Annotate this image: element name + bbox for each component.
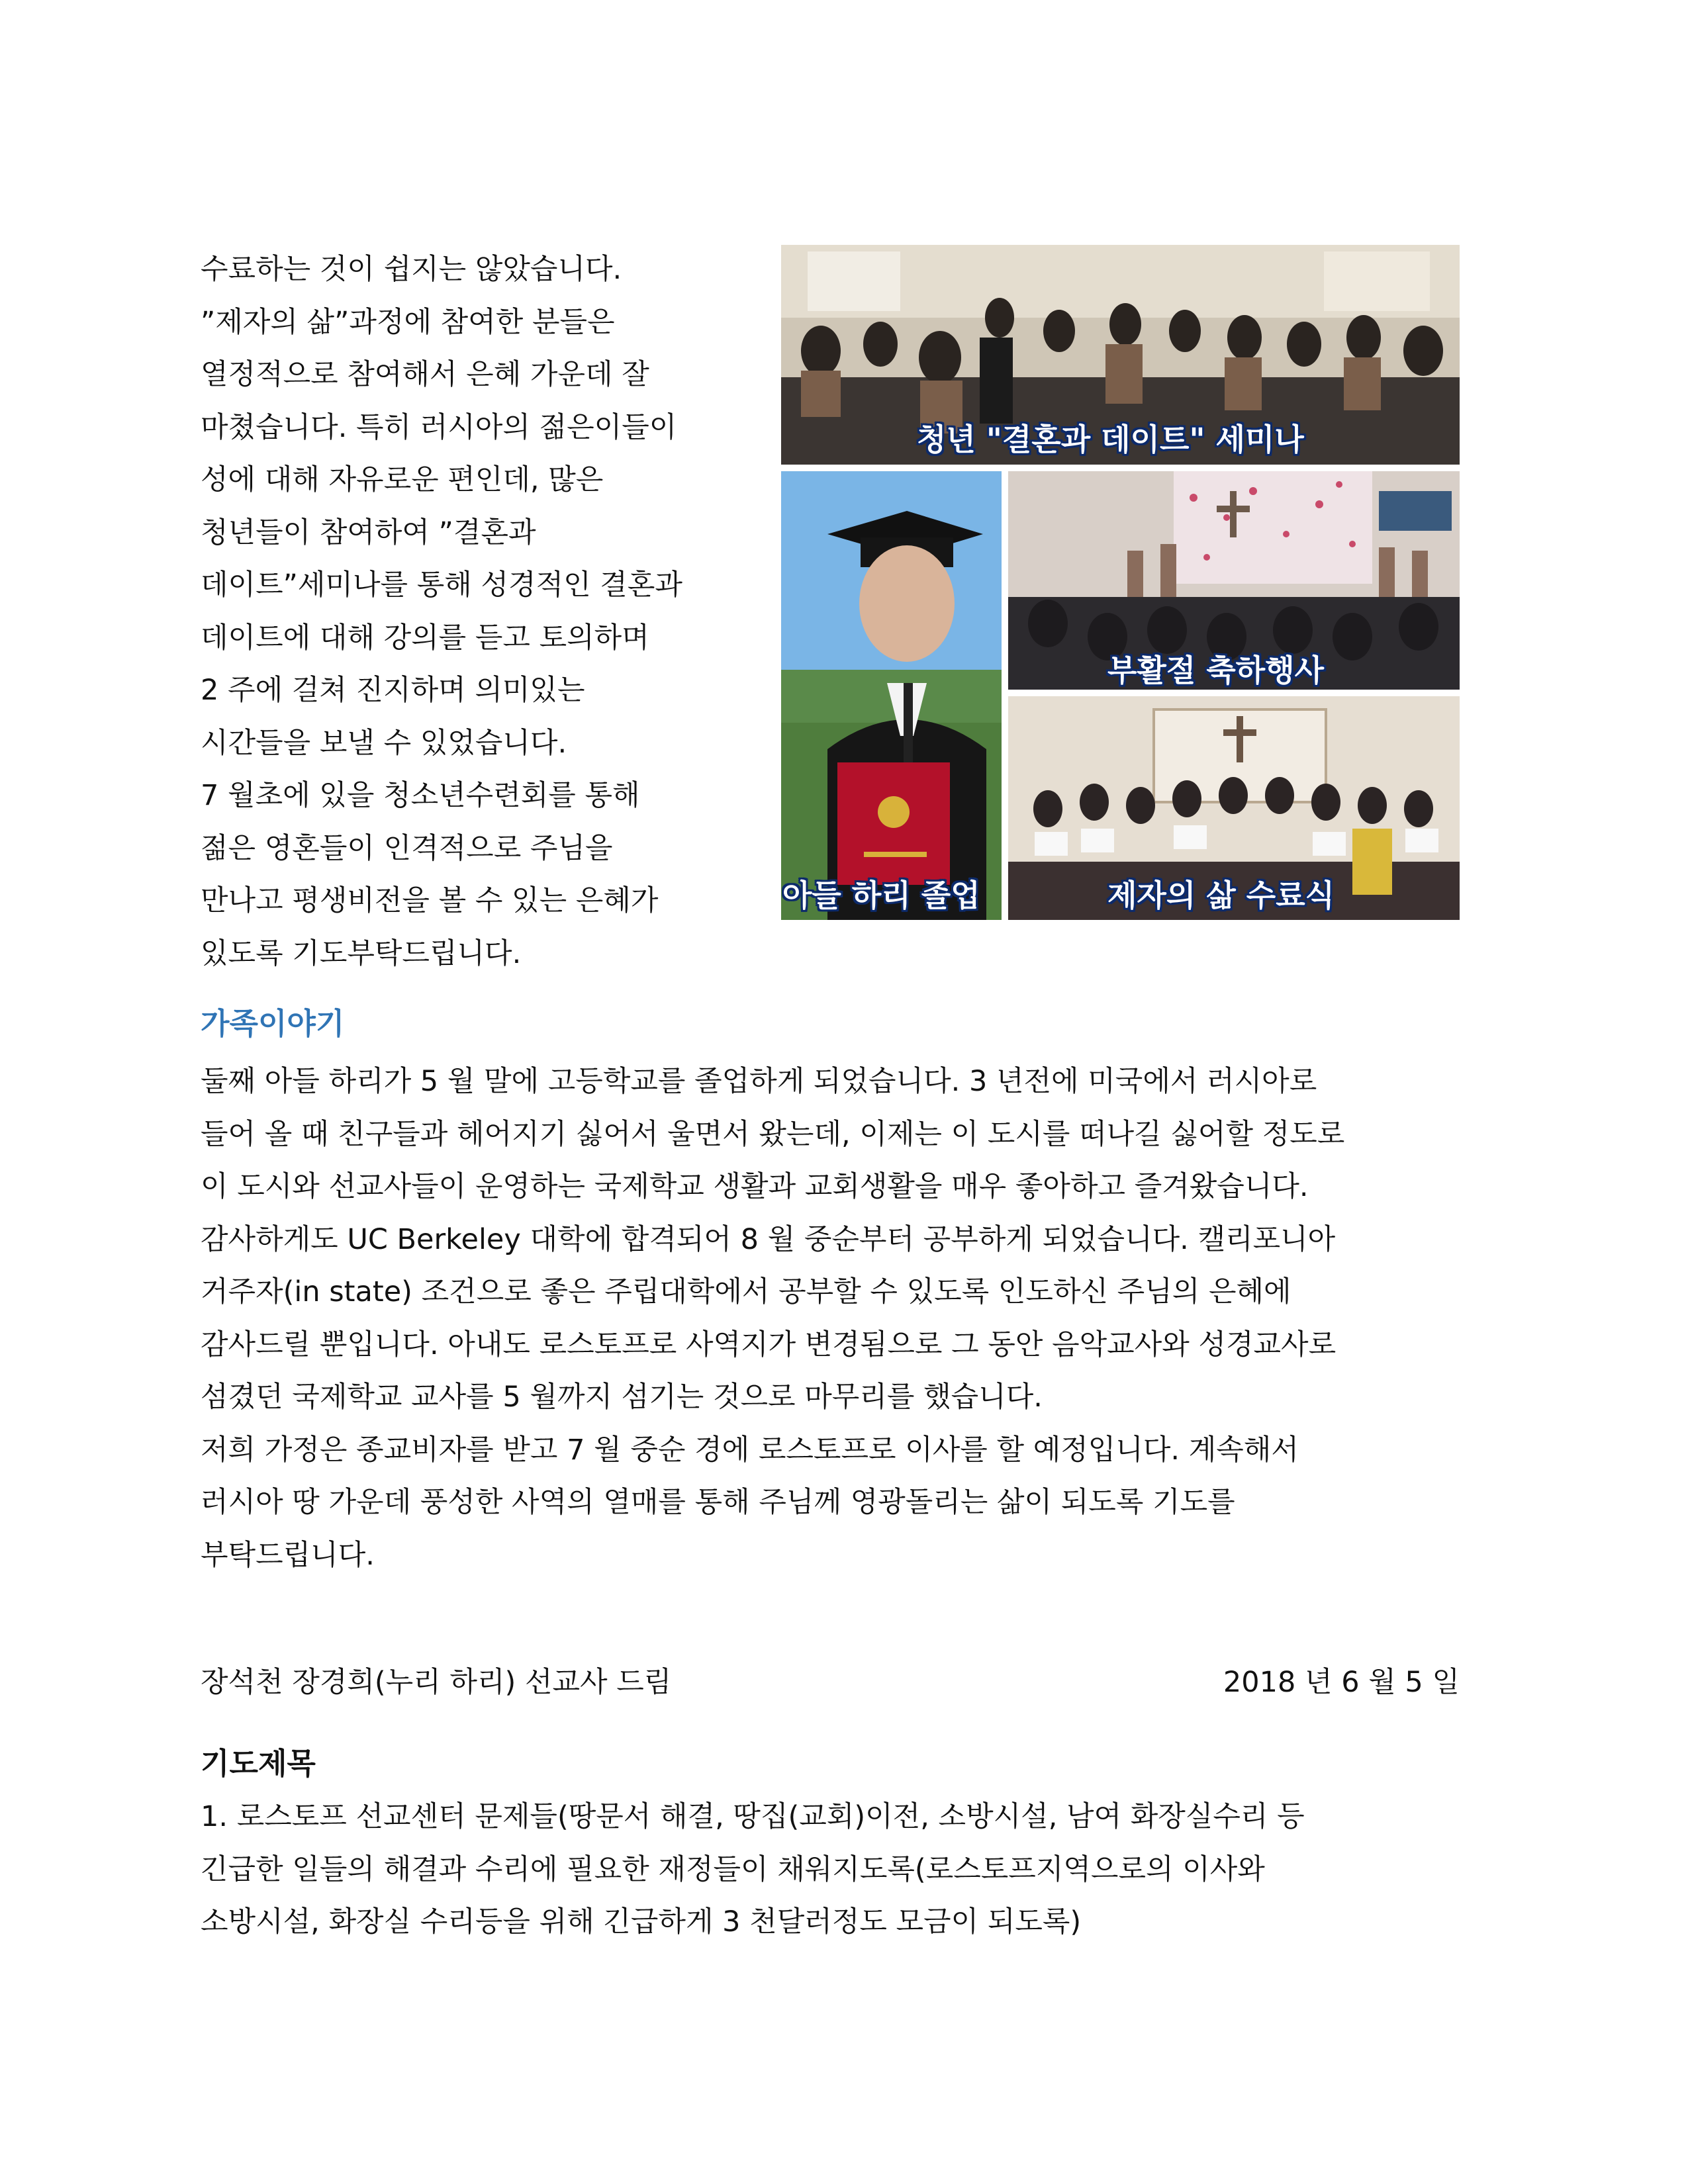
prayer-line: 소방시설, 화장실 수리등을 위해 긴급하게 3 천달러정도 모금이 되도록) (201, 1905, 1082, 1938)
intro-paragraph (201, 244, 743, 980)
intro-line: 데이트에 대해 강의를 듣고 토의하며 (201, 621, 649, 655)
family-line: 러시아 땅 가운데 풍성한 사역의 열매를 통해 주님께 영광돌리는 삶이 되도록 기도를 (201, 1486, 1235, 1519)
signature: 장석천 장경희(누리 하리) 선교사 드림 (201, 1666, 672, 1699)
intro-line: 시간들을 보낼 수 있었습니다. (201, 726, 567, 760)
family-paragraph (201, 1056, 1491, 1582)
letter-date: 2018 년 6 월 5 일 (1223, 1666, 1460, 1699)
intro-line: 성에 대해 자유로운 편인데, 많은 (201, 463, 604, 496)
family-line: 저희 가정은 종교비자를 받고 7 월 중순 경에 로스토프로 이사를 할 예정입니다. 계속해서 (201, 1433, 1299, 1467)
ceremony-photo (1008, 696, 1460, 920)
family-line: 섬겼던 국제학교 교사를 5 월까지 섬기는 것으로 마무리를 했습니다. (201, 1381, 1043, 1414)
family-line: 둘째 아들 하리가 5 월 말에 고등학교를 졸업하게 되었습니다. 3 년전에 미국에서 러시아로 (201, 1065, 1317, 1098)
ceremony-caption: 제자의 삶 수료식 (1107, 878, 1335, 913)
intro-line: 마쳤습니다. 특히 러시아의 젊은이들이 (201, 410, 677, 444)
family-line: 감사하게도 UC Berkeley 대학에 합격되어 8 월 중순부터 공부하게 되었습니다. 캘리포니아 (201, 1222, 1336, 1256)
graduation-caption: 아들 하리 졸업 (782, 878, 980, 913)
family-line: 부탁드립니다. (201, 1538, 375, 1572)
prayer-line: 1. 로스토프 선교센터 문제들(땅문서 해결, 땅집(교회)이전, 소방시설, 남여 화장실수리 등 (201, 1800, 1305, 1833)
seminar-caption: 청년 "결혼과 데이트" 세미나 (917, 422, 1304, 457)
intro-line: 청년들이 참여하여 ”결혼과 (201, 516, 536, 549)
photo-collage (781, 245, 1460, 920)
intro-line: 데이트”세미나를 통해 성경적인 결혼과 (201, 569, 682, 602)
seminar-photo (781, 245, 1460, 465)
intro-line: 열정적으로 참여해서 은혜 가운데 잘 (201, 358, 649, 391)
family-line: 이 도시와 선교사들이 운영하는 국제학교 생활과 교회생활을 매우 좋아하고 즐겨왔습니다. (201, 1170, 1309, 1203)
prayer-list (201, 1791, 1491, 1949)
prayer-heading: 기도제목 (201, 1746, 316, 1781)
intro-line: ”제자의 삶”과정에 참여한 분들은 (201, 305, 615, 339)
graduation-photo (781, 471, 1002, 920)
intro-line: 젊은 영혼들이 인격적으로 주님을 (201, 831, 613, 865)
prayer-line: 긴급한 일들의 해결과 수리에 필요한 재정들이 채워지도록(로스토프지역으로의 이사와 (201, 1852, 1265, 1886)
intro-line: 있도록 기도부탁드립니다. (201, 936, 522, 970)
intro-line: 2 주에 걸쳐 진지하며 의미있는 (201, 674, 585, 707)
intro-line: 7 월초에 있을 청소년수련회를 통해 (201, 779, 640, 812)
family-heading: 가족이야기 (201, 1006, 345, 1041)
graduation-scene (781, 471, 1002, 920)
family-line: 거주자(in state) 조건으로 좋은 주립대학에서 공부할 수 있도록 인도하신 주님의 은혜에 (201, 1275, 1291, 1308)
intro-line: 수료하는 것이 쉽지는 않았습니다. (201, 253, 622, 286)
easter-caption: 부활절 축하행사 (1107, 653, 1325, 688)
intro-line: 만나고 평생비전을 볼 수 있는 은혜가 (201, 884, 659, 917)
family-line: 감사드릴 뿐입니다. 아내도 로스토프로 사역지가 변경됨으로 그 동안 음악교사와 성경교사로 (201, 1328, 1336, 1361)
easter-photo (1008, 471, 1460, 690)
family-line: 들어 올 때 친구들과 헤어지기 싫어서 울면서 왔는데, 이제는 이 도시를 떠나길 싫어할 정도로 (201, 1117, 1345, 1151)
